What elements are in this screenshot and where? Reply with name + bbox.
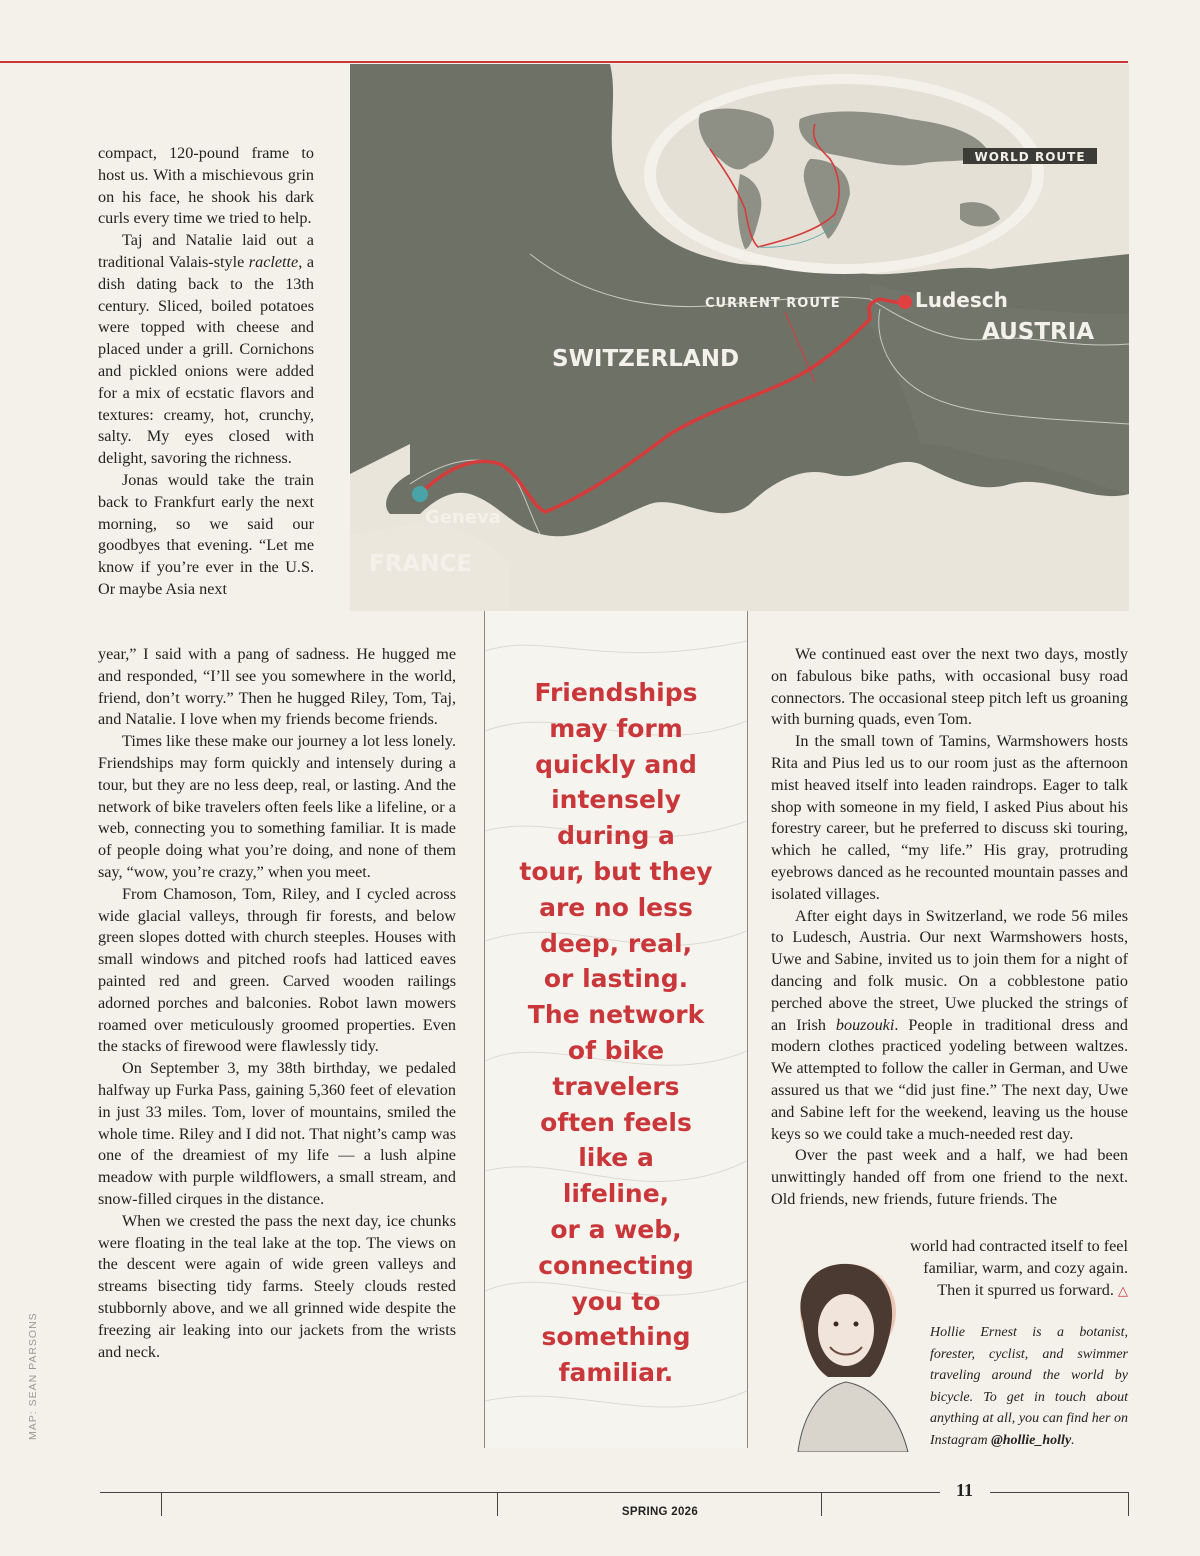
paragraph: We continued east over the next two days, mostly on fabulous bike paths, with occasional busy road connectors. The occasional steep pitch left us groaning with burning quads, even Tom. bbox=[771, 645, 1128, 729]
footer-rule bbox=[100, 1492, 940, 1493]
paragraph: year,” I said with a pang of sadness. He hugged me and responded, “I’ll see you somewhere in the world, friend, don’t worry.” Then he hugged Riley, Tom, Taj, and Natalie. I love when my friends become friends. bbox=[98, 645, 456, 729]
pull-quote-line: or a web, bbox=[550, 1214, 682, 1244]
france-label: FRANCE bbox=[369, 551, 473, 577]
current-route-label: CURRENT ROUTE bbox=[705, 296, 841, 311]
pull-quote-line: you to bbox=[571, 1286, 661, 1316]
pull-quote-line: often feels bbox=[540, 1107, 692, 1137]
end-mark-icon: △ bbox=[1118, 1283, 1128, 1299]
article-column-right bbox=[771, 644, 1128, 1211]
world-route-label: WORLD ROUTE bbox=[974, 150, 1086, 164]
pull-quote-line: connecting bbox=[538, 1250, 694, 1280]
author-portrait bbox=[758, 1252, 928, 1452]
ludesch-label: Ludesch bbox=[915, 288, 1008, 312]
pull-quote-line: quickly and bbox=[535, 749, 697, 779]
paragraph: Taj and Natalie laid out a traditional Valais-style raclette, a dish dating back to the 13th century. Sliced, boiled potatoes were topped with cheese and placed under a grill. Cornichons and pickled onions were added for a mix of ecstatic flavors and textures: creamy, hot, crunchy, salty. My eyes closed with delight, savoring the richness. bbox=[98, 231, 314, 468]
pull-quote-line: of bike bbox=[567, 1035, 665, 1065]
switzerland-label: SWITZERLAND bbox=[552, 346, 740, 372]
text-line: world had contracted itself to feel bbox=[910, 1237, 1128, 1255]
instagram-handle[interactable]: @hollie_holly bbox=[991, 1432, 1072, 1448]
footer-tick bbox=[497, 1492, 498, 1516]
paragraph: Over the past week and a half, we had been unwittingly handed off from one friend to the next. Old friends, new friends, future friends. The bbox=[771, 1146, 1128, 1208]
text-line: familiar, warm, and cozy again. bbox=[923, 1258, 1128, 1277]
issue-label: SPRING 2026 bbox=[621, 1506, 699, 1518]
geneva-label: Geneva bbox=[425, 507, 501, 528]
ludesch-dot bbox=[898, 295, 912, 309]
paragraph: From Chamoson, Tom, Riley, and I cycled across wide glacial valleys, through fir forests, and below green slopes dotted with church steeples. Houses with small windows and pitched roofs had latticed eaves painted red and green. Carved wooden railings adorned porches and balconies. Robot lawn mowers roamed over meticulously groomed properties. Even the stacks of firewood were flawlessly tidy. bbox=[98, 884, 456, 1056]
footer-tick bbox=[1128, 1492, 1129, 1516]
pull-quote-line: or lasting. bbox=[543, 964, 689, 994]
top-rule bbox=[0, 61, 1128, 63]
footer-rule bbox=[990, 1492, 1128, 1493]
pull-quote-line: during a bbox=[557, 821, 675, 851]
pull-quote-line: lifeline, bbox=[562, 1179, 670, 1209]
article-column-left-top bbox=[98, 143, 314, 601]
paragraph: compact, 120-pound frame to host us. With a mischievous grin on his face, he shook his dark curls every time we tried to help. bbox=[98, 144, 314, 228]
paragraph: When we crested the pass the next day, ice chunks were floating in the teal lake at the top. The views on the descent were again of wide green valleys and streams bisecting tidy farms. Steely clouds rested stubbornly above, and we all grinned wide despite the freezing air leaking into our jackets from the wrists and neck. bbox=[98, 1211, 456, 1361]
austria-label: AUSTRIA bbox=[982, 319, 1095, 345]
paragraph: In the small town of Tamins, Warmshowers hosts Rita and Pius led us to our room just as the afternoon mist heaved itself into leaden raindrops. Eager to talk shop with someone in my field, I asked Pius about his forestry career, but he preferred to discuss ski touring, which he called, “my life.” His gray, protruding eyebrows danced as he recounted mountain passes and isolated villages. bbox=[771, 732, 1128, 903]
pull-quote-line: may form bbox=[549, 713, 683, 743]
footer-tick bbox=[821, 1492, 822, 1516]
pull-quote-line: something bbox=[541, 1322, 691, 1352]
author-bio: Hollie Ernest is a botanist, forester, cyclist, and swimmer traveling around the world by bicycle. To get in touch about anything at all, you can find her on Instagram @hollie_holly. bbox=[930, 1325, 1128, 1448]
article-column-left-bottom bbox=[98, 644, 456, 1363]
paragraph: Jonas would take the train back to Frankfurt early the next morning, so we said our goodbyes that evening. “Let me know if you’re ever in the U.S. Or maybe Asia next bbox=[98, 470, 314, 598]
text-line: Then it spurred us forward. △ bbox=[937, 1280, 1128, 1299]
footer-tick bbox=[161, 1492, 162, 1516]
paragraph: After eight days in Switzerland, we rode 56 miles to Ludesch, Austria. Our next Warmshowers hosts, Uwe and Sabine, invited us to join them for a night of dancing and folk music. On a cobblestone patio perched above the street, Uwe plucked the strings of an Irish bouzouki. People in traditional dress and modern clothes practiced yodeling between waltzes. We attempted to follow the caller in German, and Uwe assured us that we “did just fine.” The next day, Uwe and Sabine left for the weekend, leaving us the house keys so we could take a much-needed rest day. bbox=[771, 906, 1129, 1143]
paragraph: On September 3, my 38th birthday, we pedaled halfway up Furka Pass, gaining 5,360 feet of elevation in just 33 miles. Tom, lover of mountains, smiled the whole time. Riley and I did not. That night’s camp was one of the dreamiest of my life — a lush alpine meadow with purple wildflowers, a small stream, and snow-filled cirques in the distance. bbox=[98, 1059, 456, 1208]
pull-quote-text bbox=[485, 675, 747, 1391]
pull-quote-line: intensely bbox=[551, 785, 681, 815]
pull-quote-panel bbox=[484, 611, 748, 1448]
pull-quote-line: travelers bbox=[552, 1071, 680, 1101]
paragraph: Times like these make our journey a lot less lonely. Friendships may form quickly and intensely during a tour, but they are no less deep, real, or lasting. And the network of bike travelers often feels like a lifeline, or a web, connecting you to something familiar. It is made of people doing what you’re doing, and none of them say, “wow, you’re crazy,” when you meet. bbox=[98, 732, 456, 881]
pull-quote-line: tour, but they bbox=[519, 856, 713, 886]
geneva-dot bbox=[412, 486, 428, 502]
pull-quote-line: like a bbox=[578, 1143, 654, 1173]
route-map bbox=[350, 64, 1129, 611]
page-number: 11 bbox=[956, 1480, 974, 1500]
map-credit: MAP: SEAN PARSONS bbox=[27, 1312, 39, 1440]
pull-quote-line: Friendships bbox=[534, 678, 698, 707]
pull-quote-line: deep, real, bbox=[539, 928, 693, 958]
pull-quote-line: familiar. bbox=[558, 1358, 674, 1388]
pull-quote-line: The network bbox=[527, 1000, 705, 1030]
pull-quote-line: are no less bbox=[539, 892, 693, 922]
